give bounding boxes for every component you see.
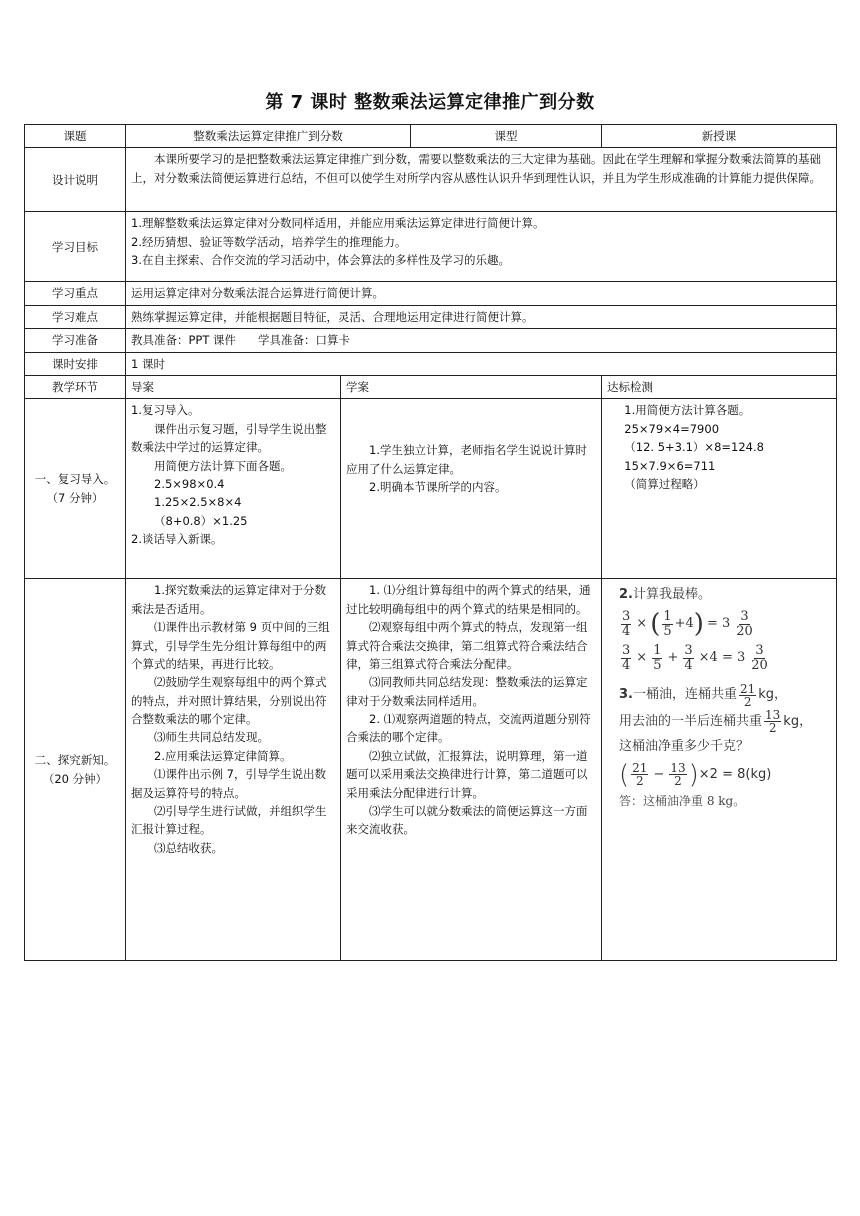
stage2-guide-8: ⑶总结收获。 xyxy=(154,840,223,855)
stage1-check-1: 1.用简便方法计算各题。 xyxy=(624,403,751,418)
stage2-guide-2: ⑴课件出示教材第 9 页中间的三组算式，引导学生先分组计算每组中的两个算式的结果，再进行比较。 xyxy=(131,620,330,671)
frac xyxy=(764,709,781,735)
stage1-guide-1: 1.复习导入。 xyxy=(131,403,200,418)
stage1-guide-7: 2.谈话导入新课。 xyxy=(131,532,223,547)
design-text: 本课所要学习的是把整数乘法运算定律推广到分数，需要以整数乘法的三大定律为基础。因此在学生理解和掌握分数乘法简算的基础上，对分数乘法简便运算进行总结，不但可以使学生对所学内容从感性认识升华到理性认识，并且为学生形成准确的计算能力提供保障。 xyxy=(131,152,821,185)
numerator: 3 xyxy=(622,643,631,659)
q2-heading xyxy=(619,585,831,606)
frac xyxy=(739,683,756,709)
denominator: 20 xyxy=(751,658,768,674)
topic-value: 整数乘法运算定律推广到分数 xyxy=(126,125,411,148)
stage2-time: （20 分钟） xyxy=(42,771,108,786)
frac xyxy=(669,762,686,788)
stage2-check xyxy=(602,579,837,961)
paren-close: ) xyxy=(688,759,699,790)
difficulty-text: 熟练掌握运算定律，并能根据题目特征，灵活、合理地运用定律进行简便计算。 xyxy=(126,305,837,328)
stage2-guide-5: 2.应用乘法运算定律简算。 xyxy=(154,748,292,763)
operator: × xyxy=(636,615,648,631)
unit: kg， xyxy=(783,713,813,729)
q3-line-2 xyxy=(619,709,831,735)
q3-answer-text: 答：这桶油净重 8 kg。 xyxy=(619,793,746,808)
operator: × xyxy=(636,650,648,666)
schedule-label: 课时安排 xyxy=(25,352,126,375)
stage1-study-2: 2.明确本节课所学的内容。 xyxy=(369,480,507,495)
stage1-row xyxy=(25,399,837,579)
paren-close: ) xyxy=(693,609,704,640)
page-title: 第 7 课时 整数乘法运算定律推广到分数 xyxy=(265,92,595,113)
schedule-text: 1 课时 xyxy=(126,352,837,375)
stage1-check xyxy=(602,399,837,579)
answer-result: ×2 = 8(kg) xyxy=(698,766,772,782)
schedule-row xyxy=(25,352,837,375)
col-study: 学案 xyxy=(341,375,602,398)
equals: = 3 xyxy=(706,615,731,631)
col-stage: 教学环节 xyxy=(25,375,126,398)
stage1-guide-6: （8+0.8）×1.25 xyxy=(154,513,248,528)
denominator: 20 xyxy=(736,623,753,639)
stage1-study xyxy=(341,399,602,579)
denominator: 2 xyxy=(674,774,682,789)
numerator: 1 xyxy=(663,609,672,625)
col-guide: 导案 xyxy=(126,375,341,398)
focus-row xyxy=(25,282,837,305)
stage1-study-1: 1.学生独立计算，老师指名学生说说计算时应用了什么运算定律。 xyxy=(346,443,587,476)
difficulty-row xyxy=(25,305,837,328)
operator: +4 xyxy=(674,615,694,631)
stage2-study-1: 1. ⑴分组计算每组中的两个算式的结果，通过比较明确每组中的两个算式的结果是相同的。 xyxy=(346,583,591,616)
stage1-guide xyxy=(126,399,341,579)
design-row xyxy=(25,148,837,212)
numerator: 3 xyxy=(622,609,631,625)
q3-number: 3. xyxy=(619,687,633,703)
operator: ×4 = 3 xyxy=(698,650,746,666)
stage2-study xyxy=(341,579,602,961)
unit: kg， xyxy=(758,687,788,703)
design-label: 设计说明 xyxy=(25,148,126,212)
q3-text-2: 用去油的一半后连桶共重 xyxy=(619,713,763,729)
prep-text: 教具准备：PPT 课件 学具准备：口算卡 xyxy=(126,329,837,352)
lesson-plan-table xyxy=(24,124,837,961)
stage2-guide-3: ⑵鼓励学生观察每组中的两个算式的特点，并对照计算结果，分别说出符合整数乘法的哪个定律。 xyxy=(131,675,327,727)
q3-answer-equation xyxy=(619,759,831,790)
frac xyxy=(652,644,662,672)
numerator: 3 xyxy=(684,643,693,659)
stage1-check-3: （12. 5+3.1）×8=124.8 xyxy=(624,440,764,455)
stage2-study-5: ⑵独立试做，汇报算法，说明算理，第一道题可以采用乘法交换律进行计算，第二道题可以采用乘法分配律进行计算。 xyxy=(346,748,588,800)
header-row xyxy=(25,125,837,148)
type-label: 课型 xyxy=(411,125,602,148)
focus-label: 学习重点 xyxy=(25,282,126,305)
q3-line-1 xyxy=(619,683,831,709)
stage2-study-4: 2. ⑴观察两道题的特点，交流两道题分别符合乘法的哪个定律。 xyxy=(346,712,591,745)
stage1-guide-2: 课件出示复习题，引导学生说出整数乘法中学过的运算定律。 xyxy=(131,421,327,455)
frac xyxy=(631,762,648,788)
col-check: 达标检测 xyxy=(602,375,837,398)
stage1-label xyxy=(25,399,126,579)
frac xyxy=(662,610,672,638)
stage2-guide-1: 1.探究数乘法的运算定律对于分数乘法是否适用。 xyxy=(131,583,326,616)
stage1-check-2: 25×79×4=7900 xyxy=(624,421,720,436)
denominator: 5 xyxy=(663,623,672,639)
frac xyxy=(683,644,693,672)
q2-equation-1 xyxy=(619,610,831,638)
numerator: 1 xyxy=(653,643,662,659)
operator: − xyxy=(653,766,665,782)
frac xyxy=(750,644,769,672)
denominator: 2 xyxy=(768,721,777,736)
goals-label: 学习目标 xyxy=(25,212,126,282)
stage1-guide-3: 用简便方法计算下面各题。 xyxy=(154,458,292,473)
denominator: 4 xyxy=(684,658,693,674)
stage2-guide-7: ⑵引导学生进行试做，并组织学生汇报计算过程。 xyxy=(131,804,327,837)
stage2-study-6: ⑶学生可以就分数乘法的简便运算这一方面来交流收获。 xyxy=(346,804,588,837)
stage1-name: 一、复习导入。 xyxy=(34,472,116,487)
difficulty-label: 学习难点 xyxy=(25,305,126,328)
goal-item-1: 1.理解整数乘法运算定律对分数同样适用，并能应用乘法运算定律进行简便计算。 xyxy=(131,216,545,231)
goals-row xyxy=(25,212,837,282)
numerator: 3 xyxy=(755,643,764,659)
denominator: 4 xyxy=(622,623,631,639)
frac xyxy=(621,610,631,638)
stage1-guide-4: 2.5×98×0.4 xyxy=(154,476,225,491)
stage2-row xyxy=(25,579,837,961)
topic-label: 课题 xyxy=(25,125,126,148)
numerator: 21 xyxy=(632,760,648,775)
goal-item-2: 2.经历猜想、验证等数学活动，培养学生的推理能力。 xyxy=(131,234,407,249)
stage2-study-2: ⑵观察每组中两个算式的特点，发现第一组算式符合乘法交换律，第二组算式符合乘法结合律，第三组算式符合乘法分配律。 xyxy=(346,620,588,671)
q3-line-3: 这桶油净重多少千克？ xyxy=(619,739,750,755)
columns-row xyxy=(25,375,837,398)
denominator: 5 xyxy=(653,658,662,674)
numerator: 13 xyxy=(765,707,781,722)
stage2-name: 二、探究新知。 xyxy=(34,753,116,768)
prep-row xyxy=(25,329,837,352)
stage2-label xyxy=(25,579,126,961)
stage1-check-4: 15×7.9×6=711 xyxy=(624,458,716,473)
operator: + xyxy=(667,650,679,666)
q2-equation-2 xyxy=(619,644,831,672)
denominator: 2 xyxy=(743,695,752,710)
denominator: 4 xyxy=(622,658,631,674)
stage1-time: （7 分钟） xyxy=(46,490,104,505)
frac xyxy=(621,644,631,672)
q3-problem xyxy=(619,683,831,813)
focus-text: 运用运算定律对分数乘法混合运算进行简便计算。 xyxy=(126,282,837,305)
stage1-check-5: （简算过程略） xyxy=(624,476,705,491)
stage2-study-3: ⑶同教师共同总结发现：整数乘法的运算定律对于分数乘法同样适用。 xyxy=(346,675,588,708)
type-value: 新授课 xyxy=(602,125,837,148)
numerator: 21 xyxy=(740,681,756,696)
prep-label: 学习准备 xyxy=(25,329,126,352)
stage2-guide-6: ⑴课件出示例 7，引导学生说出数据及运算符号的特点。 xyxy=(131,767,326,800)
goal-item-3: 3.在自主探索、合作交流的学习活动中，体会算法的多样性及学习的乐趣。 xyxy=(131,253,510,268)
paren-open: ( xyxy=(619,759,630,790)
q2-title: 计算我最棒。 xyxy=(632,587,711,603)
stage2-guide xyxy=(126,579,341,961)
paren-open: ( xyxy=(650,609,661,640)
stage2-guide-4: ⑶师生共同总结发现。 xyxy=(154,730,269,745)
q3-text-1: 一桶油，连桶共重 xyxy=(632,687,737,703)
frac xyxy=(735,610,754,638)
q2-number: 2. xyxy=(619,587,633,603)
stage1-guide-5: 1.25×2.5×8×4 xyxy=(154,495,242,510)
numerator: 13 xyxy=(670,760,686,775)
denominator: 2 xyxy=(635,774,644,789)
numerator: 3 xyxy=(740,609,749,625)
